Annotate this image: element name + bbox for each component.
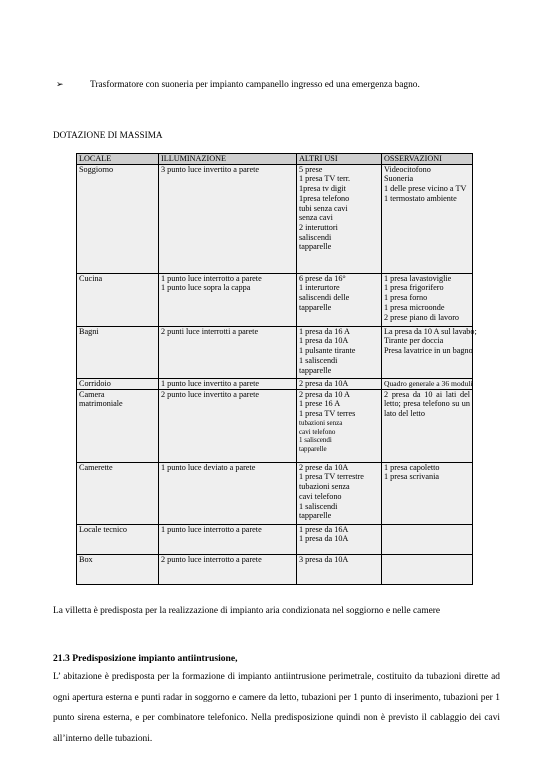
cell-text: 1 saliscendi: [299, 355, 338, 365]
cell-text: 1 presa frigorifero: [384, 283, 444, 293]
cell-text: 1 prese da 16A: [299, 524, 349, 534]
cell-osservazioni: [382, 378, 473, 389]
cell-text: 1 saliscendi: [299, 436, 332, 445]
cell-text: cavi telefono: [299, 491, 342, 501]
cell-locale: [77, 554, 159, 584]
cell-text: Soggiorno: [79, 164, 114, 174]
cell-osservazioni: [382, 462, 473, 524]
section-title: DOTAZIONE DI MASSIMA: [53, 130, 163, 140]
cell-text: 5 prese: [299, 164, 323, 174]
cell-altri-usi: [297, 378, 382, 389]
cell-text: tubazioni senza: [299, 482, 350, 492]
cell-text: saliscendi delle: [299, 293, 350, 303]
table-row: [77, 326, 473, 378]
cell-text: tapparelle: [299, 445, 327, 454]
cell-text: matrimoniale: [79, 399, 123, 409]
cell-illuminazione: [159, 389, 297, 462]
paragraph-air-conditioning: La villetta è predisposta per la realizzazione di impianto aria condizionata nel soggiorno e nelle camere: [53, 606, 441, 616]
cell-text: tubi senza cavi: [299, 203, 348, 213]
cell-text: tubazioni senza: [299, 418, 343, 427]
cell-text: 2 presa da 10 ai lati del letto; presa telefono su un lato del letto: [384, 389, 470, 419]
cell-locale: [77, 164, 159, 273]
cell-text: Camera: [79, 389, 105, 399]
cell-text: Tirante per doccia: [384, 336, 444, 346]
cell-osservazioni: [382, 326, 477, 378]
cell-text: 1 punto luce invertito a parete: [161, 378, 259, 388]
cell-text: cavi telefono: [299, 427, 336, 436]
cell-illuminazione: [159, 164, 297, 273]
arrow-bullet-icon: ➢: [56, 79, 64, 89]
cell-locale: [77, 389, 159, 462]
cell-text: Camerette: [79, 462, 113, 472]
cell-text: 2 presa da 10A: [299, 378, 349, 388]
table-row: [77, 389, 473, 462]
cell-text: 1 presa capoletto: [384, 462, 440, 472]
cell-text: tapparelle: [299, 365, 332, 375]
cell-text: saliscendi: [299, 232, 332, 242]
cell-text: Corridoio: [79, 378, 111, 388]
bullet-text: Trasformatore con suoneria per impianto campanello ingresso ed una emergenza bagno.: [90, 80, 420, 90]
header-osservazioni: OSSERVAZIONI: [382, 154, 473, 165]
cell-text: 2 prese piano di lavoro: [384, 312, 460, 322]
cell-text: 1 punto luce interrotto a parete: [161, 273, 262, 283]
cell-text: 1 presa da 16 A: [299, 326, 350, 336]
cell-illuminazione: [159, 326, 297, 378]
table-row: [77, 554, 473, 584]
cell-text: 6 prese da 16°: [299, 273, 346, 283]
cell-text: 1 presa TV terr.: [299, 174, 351, 184]
cell-text: Presa lavatrice in un bagno: [384, 346, 473, 356]
cell-text: tapparelle: [299, 242, 332, 252]
cell-text: Box: [79, 554, 93, 564]
cell-illuminazione: [159, 524, 297, 554]
cell-text: 1 presa TV terrestre: [299, 472, 364, 482]
cell-text: 1 punto luce sopra la cappa: [161, 283, 251, 293]
cell-text: 1 prese 16 A: [299, 399, 341, 409]
table-header-row: [77, 154, 473, 165]
table-row: [77, 462, 473, 524]
header-locale: LOCALE: [77, 154, 159, 165]
cell-text: 1 interurtore: [299, 283, 340, 293]
cell-text: 1presa tv digit: [299, 184, 346, 194]
cell-altri-usi: [297, 389, 382, 462]
cell-text: 1 presa forno: [384, 293, 428, 303]
cell-text: Suoneria: [384, 174, 414, 184]
header-illuminazione: ILLUMINAZIONE: [159, 154, 297, 165]
cell-osservazioni: [382, 554, 473, 584]
cell-text: 1 saliscendi: [299, 501, 338, 511]
cell-illuminazione: [159, 462, 297, 524]
cell-locale: [77, 462, 159, 524]
cell-text: 2 punto luce interrotto a parete: [161, 554, 262, 564]
cell-altri-usi: [297, 164, 382, 273]
cell-altri-usi: [297, 524, 382, 554]
cell-illuminazione: [159, 378, 297, 389]
cell-text: 1 presa microonde: [384, 302, 445, 312]
table-row: [77, 164, 473, 273]
cell-text: 2 punto luce invertito a parete: [161, 389, 259, 399]
cell-osservazioni: [382, 164, 473, 273]
cell-locale: [77, 524, 159, 554]
cell-text: 2 interuttori: [299, 222, 338, 232]
cell-illuminazione: [159, 273, 297, 326]
cell-text: La presa da 10 A sul lavabo;: [384, 326, 477, 336]
cell-text: 2 punti luce interrotti a parete: [161, 326, 259, 336]
cell-osservazioni: [382, 389, 473, 462]
cell-osservazioni: [382, 524, 473, 554]
cell-text: 2 prese da 10A: [299, 462, 349, 472]
cell-text: 1 delle prese vicino a TV: [384, 184, 467, 194]
cell-text: tapparelle: [299, 511, 332, 521]
paragraph-antiintrusion: L’ abitazione è predisposta per la formazione di impianto antiintrusione perimetrale, costituito da tubazioni dirette ad ogni apertura esterna e punti radar in soggorno e camere da letto, tubazioni per 1 punto di inserimento, tubazioni per 1 punto sirena esterna, e per combinatore telefonico. Nella predisposizione quindi non è previsto il cablaggio dei cavi all’interno delle tubazioni.: [53, 672, 500, 744]
cell-text: 3 punto luce invertito a parete: [161, 164, 259, 174]
cell-text: 1 punto luce deviato a parete: [161, 462, 256, 472]
cell-text: tapparelle: [299, 302, 332, 312]
cell-text: 1 pulsante tirante: [299, 346, 356, 356]
cell-altri-usi: [297, 554, 382, 584]
table-row: [77, 524, 473, 554]
section-heading-antiintrusion: 21.3 Predisposizione impianto antiintrusione,: [53, 653, 238, 664]
cell-text: Cucina: [79, 273, 103, 283]
cell-locale: [77, 326, 159, 378]
cell-text: 1presa telefono: [299, 193, 350, 203]
cell-text: 1 termostato ambiente: [384, 193, 457, 203]
cell-altri-usi: [297, 273, 382, 326]
cell-text: Quadro generale a 36 moduli: [384, 378, 473, 388]
cell-osservazioni: [382, 273, 473, 326]
cell-locale: [77, 378, 159, 389]
cell-locale: [77, 273, 159, 326]
cell-altri-usi: [297, 462, 382, 524]
equipment-table: [76, 153, 477, 585]
cell-text: Videocitofono: [384, 164, 431, 174]
cell-text: 1 presa da 10A: [299, 336, 349, 346]
bullet-item: [56, 79, 526, 90]
cell-text: 1 punto luce interrotto a parete: [161, 524, 262, 534]
cell-altri-usi: [297, 326, 382, 378]
table-row: [77, 273, 473, 326]
cell-text: 1 presa da 10A: [299, 534, 349, 544]
cell-text: Locale tecnico: [79, 524, 127, 534]
cell-text: 3 presa da 10A: [299, 554, 349, 564]
cell-text: 1 presa scrivania: [384, 472, 440, 482]
cell-text: senza cavi: [299, 213, 333, 223]
cell-text: 1 presa lavastoviglie: [384, 273, 452, 283]
cell-illuminazione: [159, 554, 297, 584]
cell-text: Bagni: [79, 326, 99, 336]
cell-text: 1 presa TV terres: [299, 409, 356, 419]
table-row: [77, 378, 473, 389]
cell-text: 2 presa da 10 A: [299, 389, 350, 399]
header-altri-usi: ALTRI USI: [297, 154, 382, 165]
